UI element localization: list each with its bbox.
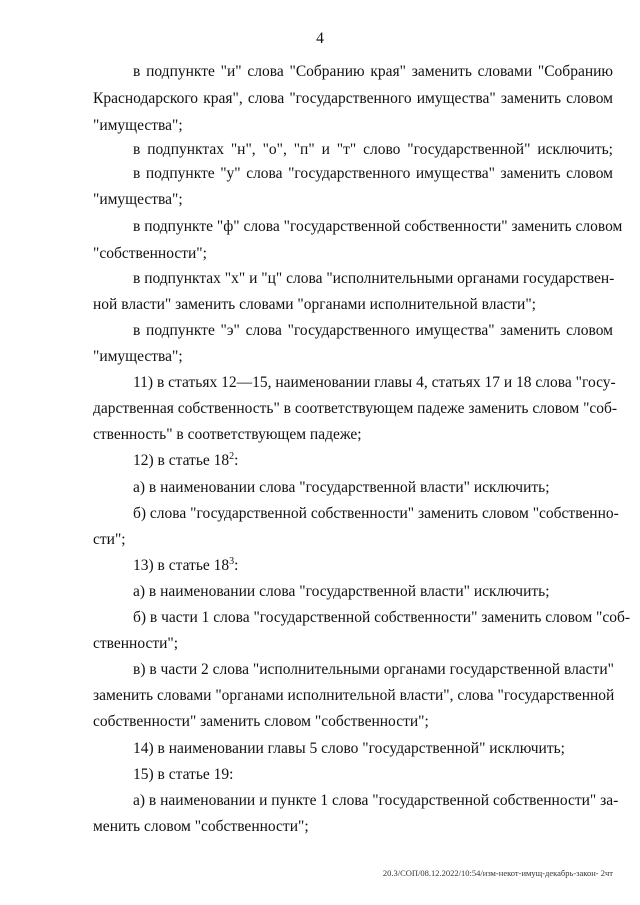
text-line: "собственности";: [93, 245, 207, 262]
text-line: б) в части 1 слова "государственной собственности" заменить словом "соб-: [133, 609, 631, 626]
text-line: сти";: [93, 531, 126, 548]
text-line: менить словом "собственности";: [93, 818, 309, 835]
text-line: в подпунктах "х" и "ц" слова "исполнительными органами государствен-: [133, 270, 615, 287]
text-line: собственности" заменить словом "собственности";: [93, 713, 429, 730]
text-line: Краснодарского края", слова "государственного имущества" заменить словом: [93, 90, 613, 107]
text-line: "имущества";: [93, 191, 183, 208]
text-line: в подпунктах "н", "о", "п" и "т" слово "государственной" исключить;: [133, 141, 613, 158]
text-line: б) слова "государственной собственности" заменить словом "собственно-: [133, 505, 619, 522]
text-line: ной власти" заменить словами "органами исполнительной власти";: [93, 296, 536, 313]
text-line: дарственная собственность" в соответствующем падеже заменить словом "соб-: [93, 400, 618, 417]
text-line: ственность" в соответствующем падеже;: [93, 426, 362, 443]
text-line: а) в наименовании и пункте 1 слова "государственной собственности" за-: [133, 792, 619, 809]
superscript: 3: [229, 555, 235, 567]
colon: :: [234, 452, 239, 469]
superscript: 2: [229, 450, 235, 462]
text-line: заменить словами "органами исполнительной власти", слова "государственной: [93, 687, 615, 704]
text-line: 15) в статье 19:: [133, 766, 234, 783]
text-line: 14) в наименовании главы 5 слово "государственной" исключить;: [133, 740, 565, 757]
text-line: "имущества";: [93, 117, 183, 134]
text-line: в) в части 2 слова "исполнительными органами государственной власти": [133, 661, 614, 678]
article-18-3-heading: [133, 557, 238, 575]
text-line: "имущества";: [93, 348, 183, 365]
text-line: 11) в статьях 12—15, наименовании главы 4, статьях 17 и 18 слова "госу-: [133, 374, 616, 391]
text-line: в подпункте "ф" слова "государственной собственности" заменить словом: [133, 218, 623, 235]
text-line: в подпункте "э" слова "государственного имущества" заменить словом: [133, 322, 613, 339]
article-heading-text: 13) в статье 18: [133, 557, 230, 574]
text-line: в подпункте "и" слова "Собранию края" заменить словами "Собранию: [133, 63, 613, 80]
text-line: а) в наименовании слова "государственной власти" исключить;: [133, 479, 550, 496]
colon: :: [234, 557, 239, 574]
page-number: 4: [316, 30, 324, 47]
text-line: ственности";: [93, 635, 179, 652]
article-heading-text: 12) в статье 18: [133, 452, 230, 469]
text-line: в подпункте "у" слова "государственного имущества" заменить словом: [133, 165, 613, 182]
text-line: а) в наименовании слова "государственной власти" исключить;: [133, 583, 550, 600]
document-footer: 20.3/СОП/08.12.2022/10:54/изм-некот-имущ-декабрь-закон- 2чт: [382, 868, 613, 878]
article-18-2-heading: [133, 452, 238, 470]
